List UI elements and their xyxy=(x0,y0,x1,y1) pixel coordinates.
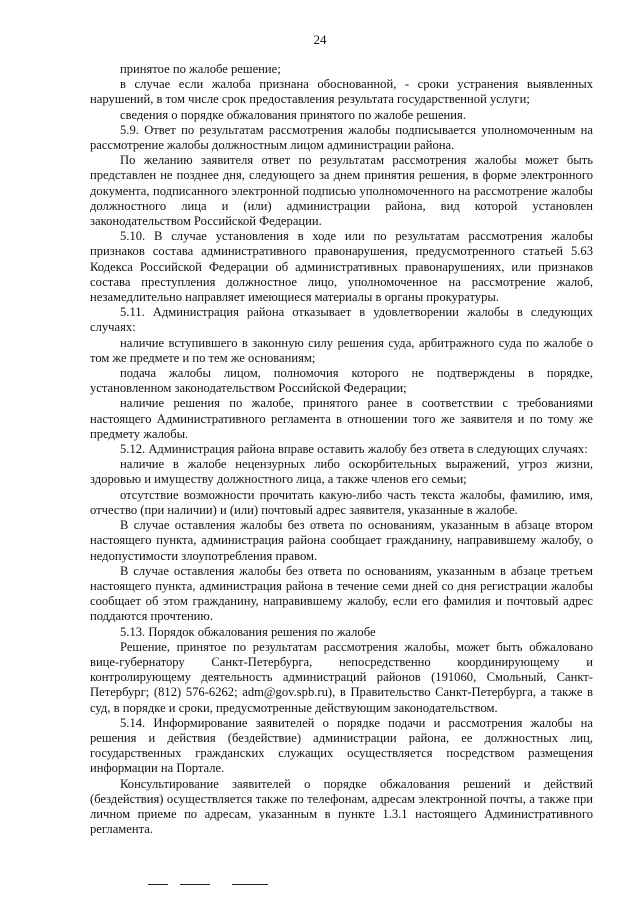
paragraph: принятое по жалобе решение; xyxy=(120,62,281,76)
paragraph: наличие в жалобе нецензурных либо оскорбительных выражений, угроз жизни, здоровью и имуществу должностного лица, а также членов его семьи; xyxy=(90,457,593,487)
paragraph: По желанию заявителя ответ по результатам рассмотрения жалобы может быть представлен не позднее дня, следующего за днем принятия решения, в форме электронного документа, подписанного электронной подписью уполномоченного на рассмотрение жалобы должностного лица и (или) администрации района, вид которой установлен законодательством Российской Федерации. xyxy=(90,153,593,229)
paragraph: подача жалобы лицом, полномочия которого не подтверждены в порядке, установленном законодательством Российской Федерации; xyxy=(90,366,593,396)
paragraph: сведения о порядке обжалования принятого по жалобе решения. xyxy=(120,107,466,122)
document-body xyxy=(90,62,593,837)
footer-rule xyxy=(180,884,210,885)
paragraph: В случае оставления жалобы без ответа по основаниям, указанным в абзаце втором настоящего пункта, администрация района сообщает гражданину, направившему жалобу, о недопустимости злоупотребления правом. xyxy=(90,518,593,563)
paragraph: В случае оставления жалобы без ответа по основаниям, указанным в абзаце третьем настоящего пункта, администрация района в течение семи дней со дня регистрации жалобы сообщает об этом гражданину, направившему жалобу, если его фамилия и почтовый адрес поддаются прочтению. xyxy=(90,563,593,624)
paragraph: Консультирование заявителей о порядке обжалования решений и действий (бездействия) осуществляется также по телефонам, адресам электронной почты, а также при личном приеме по адресам, указанным в пункте 1.3.1 настоящего Административного регламента. xyxy=(90,776,593,837)
paragraph-section-5-12: 5.12. Администрация района вправе оставить жалобу без ответа в следующих случаях: xyxy=(120,442,588,457)
paragraph-section-5-10: 5.10. В случае установления в ходе или по результатам рассмотрения жалобы признаков состава административного правонарушения, предусмотренного статьей 5.63 Кодекса Российской Федерации об административных правонарушениях, или признаков состава преступления должностное лицо, уполномоченное на рассмотрение жалоб, незамедлительно направляет имеющиеся материалы в органы прокуратуры. xyxy=(90,229,593,305)
footer-rule xyxy=(148,884,168,885)
paragraph: наличие решения по жалобе, принятого ранее в соответствии с требованиями настоящего Административного регламента в отношении того же заявителя и по тому же предмету жалобы. xyxy=(90,396,593,441)
footer-rule xyxy=(232,884,268,885)
page-number: 24 xyxy=(313,32,327,47)
paragraph: в случае если жалоба признана обоснованной, - сроки устранения выявленных нарушений, в том числе срок предоставления результата государственной услуги; xyxy=(90,77,593,107)
paragraph-section-5-9: 5.9. Ответ по результатам рассмотрения жалобы подписывается уполномоченным на рассмотрение жалобы должностным лицом администрации района. xyxy=(90,122,593,153)
paragraph-section-5-11: 5.11. Администрация района отказывает в удовлетворении жалобы в следующих случаях: xyxy=(90,305,593,335)
paragraph: наличие вступившего в законную силу решения суда, арбитражного суда по жалобе о том же предмете и по тем же основаниям; xyxy=(90,335,593,365)
paragraph-section-5-14: 5.14. Информирование заявителей о порядке подачи и рассмотрения жалобы на решения и действия (бездействие) администрации района, ее должностных лиц, государственных гражданских служащих осуществляется посредством размещения информации на Портале. xyxy=(90,715,593,776)
paragraph: отсутствие возможности прочитать какую-либо часть текста жалобы, фамилию, имя, отчество (при наличии) и (или) почтовый адрес заявителя, указанные в жалобе. xyxy=(90,487,593,517)
paragraph: Решение, принятое по результатам рассмотрения жалобы, может быть обжаловано вице-губернатору Санкт-Петербурга, непосредственно координирующему и контролирующему деятельность администраций районов (191060, Смольный, Санкт-Петербург; (812) 576-6262; adm@gov.spb.ru), в Правительство Санкт-Петербурга, а также в суд, в порядке и сроки, предусмотренные действующим законодательством. xyxy=(90,639,593,715)
paragraph-section-5-13: 5.13. Порядок обжалования решения по жалобе xyxy=(120,624,376,639)
